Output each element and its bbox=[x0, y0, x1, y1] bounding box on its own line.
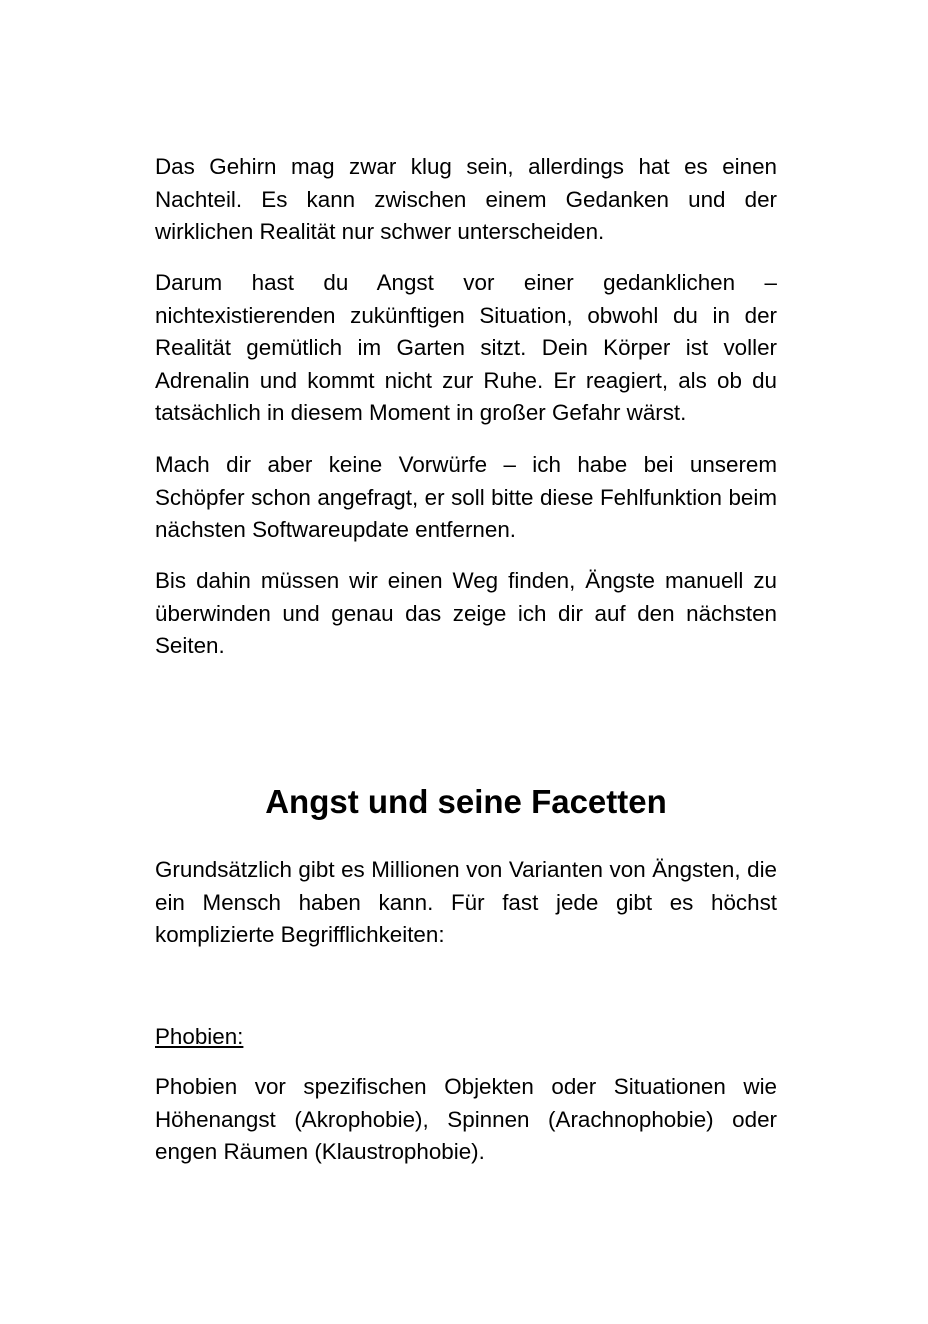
subsection-heading-phobien: Phobien: bbox=[155, 1024, 244, 1049]
section-heading: Angst und seine Facetten bbox=[265, 783, 667, 820]
paragraph-fear-variants: Grundsätzlich gibt es Millionen von Varianten von Ängsten, die ein Mensch haben kann. Für fast jede gibt es höchst komplizierte Begrifflichkeiten: bbox=[155, 857, 777, 947]
paragraph-phobia-examples: Phobien vor spezifischen Objekten oder Situationen wie Höhenangst (Akrophobie), Spinnen (Arachnophobie) oder engen Räumen (Klaustrophobie). bbox=[155, 1074, 777, 1164]
paragraph-overcome-fears: Bis dahin müssen wir einen Weg finden, Ängste manuell zu überwinden und genau das zeige ich dir auf den nächsten Seiten. bbox=[155, 568, 777, 658]
paragraph-brain-drawback: Das Gehirn mag zwar klug sein, allerdings hat es einen Nachteil. Es kann zwischen einem Gedanken und der wirklichen Realität nur schwer unterscheiden. bbox=[155, 154, 777, 244]
paragraph-software-update: Mach dir aber keine Vorwürfe – ich habe bei unserem Schöpfer schon angefragt, er soll bitte diese Fehlfunktion beim nächsten Softwareupdate entfernen. bbox=[155, 452, 777, 542]
paragraph-imagined-fear: Darum hast du Angst vor einer gedanklichen – nichtexistierenden zukünftigen Situation, obwohl du in der Realität gemütlich im Garten sitzt. Dein Körper ist voller Adrenalin und kommt nicht zur Ruhe. Er reagiert, als ob du tatsächlich in diesem Moment in großer Gefahr wärst. bbox=[155, 270, 777, 425]
